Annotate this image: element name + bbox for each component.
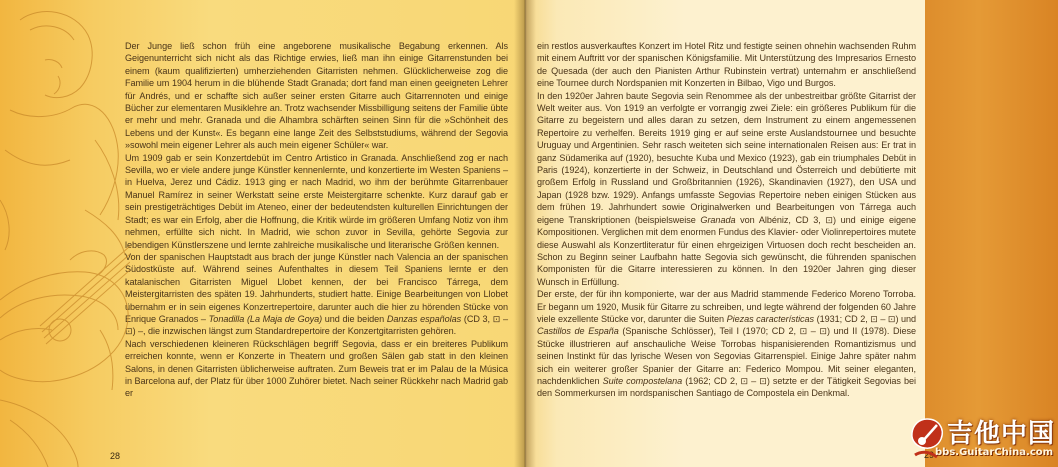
paragraph: Um 1909 gab er sein Konzertdebüt im Centro Artistico in Granada. Anschließend zog er nach Sevilla, wo er viele andere junge Künstler kennenlernte, und konzertierte im Westen Spaniens – in Huelva, Jerez und Cádiz. 1913 ging er nach Madrid, wo ihm der berühmte Gitarrenbauer Manuel Ramírez in seiner Werkstatt seine erste Meistergitarre schenkte. Kurz darauf gab er sein prestigeträchtiges Debüt im Ateneo, einer der bedeutendsten kulturellen Einrichtungen der Stadt; es war ein Erfolg, aber die Hoffnung, die Kritik würde im größeren Umfang Notiz von ihm nehmen, erfüllte sich nicht. In Madrid, wie schon zuvor in Sevilla, gehörte Segovia zur lebendigen Künstlerszene und lernte zahlreiche musikalische und literarische Größen kennen. (125, 152, 508, 250)
right-body-text (537, 40, 916, 400)
book-gutter (514, 0, 536, 467)
italic-title: Piezas características (726, 313, 815, 324)
page-number-left: 28 (110, 451, 121, 461)
paragraph: Der erste, der für ihn komponierte, war der aus Madrid stammende Federico Moreno Torroba. Er begann um 1920, Musik für Gitarre zu schreiben, und legte während der folgenden 60 Jahre viele exzellente Stücke vor, darunter die Suiten Piezas características (1931; CD 2, ⊡ – ⊡) und Castillos de España (Spanische Schlösser), Teil I (1970; CD 2, ⊡ – ⊡) und II (1978). Diese Stücke illustrieren auf anschauliche Weise Torrobas hispanisierenden Romantizismus und seinen Instinkt für das lyrische Wesen von Segovias Gitarrenspiel. Einige Jahre später nahm sich ein weiterer großer Spanier der Gitarre an: Federico Mompou. Mit seiner eleganten, nachdenklichen Suite compostelana (1962; CD 2, ⊡ – ⊡) setzte er der Tätigkeit Segovias bei den Sommerkursen im nordspanischen Santiago de Compostela ein Denkmal. (537, 289, 917, 399)
italic-title: Granada (700, 214, 736, 225)
page-number-right: 29 (924, 450, 935, 460)
guitarist-illustration (0, 0, 130, 467)
left-body-text (125, 40, 508, 400)
watermark-logo (905, 413, 1055, 465)
paragraph: Nach verschiedenen kleineren Rückschlägen begriff Segovia, dass er ein breiteres Publikum erreichen konnte, wenn er Konzerte in Theatern und großen Sälen gab statt in den kleinen Salons, in denen Gitarristen üblicherweise auftraten. Zum Beweis trat er im Palau de la Música in Barcelona auf, der Platz für über 1000 Zuhörer bietet. Nach seiner Rückkehr nach Madrid gab er (125, 338, 508, 399)
italic-title: Suite compostelana (602, 375, 683, 386)
paragraph: In den 1920er Jahren baute Segovia sein Renommee als der unbestreitbar größte Gitarrist der Welt weiter aus. Von 1919 an verfolgte er vorrangig zwei Ziele: ein größeres Publikum für die Gitarre zu begeistern und alles daran zu setzen, dem Instrument zu einem angemessenen Repertoire zu verhelfen. Bereits 1919 ging er auf seine erste Auslandstournee und besuchte Uruguay und Argentinien. Sehr rasch weiteten sich seine internationalen Reisen aus: Er trat in ganz Südamerika auf (1920), besuchte Kuba und Mexico (1923), gab ein triumphales Debüt in Paris (1924), konzertierte in der Schweiz, in Deutschland und Österreich und debütierte mit großem Erfolg in Russland und Großbritannien (1926), Skandinavien (1927), den USA und Japan (1928 bzw. 1929). Anfangs umfasste Segovias Repertoire neben einigen Stücken aus dem frühen 19. Jahrhundert sowie Originalwerken und Bearbeitungen von Tárrega auch eigene Transkriptionen (beispielsweise Granada von Albéniz, CD 3, ⊡) und einige eigene Kompositionen. Verglichen mit dem enormen Fundus des Klavier- oder Violinrepertoires mutete diese Auswahl als Konzertliteratur für einen ehrgeizigen Virtuosen doch recht bescheiden an. Schon zu Beginn seiner Laufbahn hatte Segovia sich gewünscht, die führenden spanischen Komponisten für die Gitarre interessieren zu können. In den 1920er Jahren ging dieser Wunsch in Erfüllung. (537, 90, 917, 287)
left-page (0, 0, 525, 467)
italic-title: Danzas españolas (386, 313, 462, 324)
paragraph: Der Junge ließ schon früh eine angeborene musikalische Begabung erkennen. Als Geigenunterricht sich nicht als das Richtige erwies, ließ man ihn einige Gitarrenstunden bei einem (kaum qualifizierten) umherziehenden Gitarristen nehmen. Glücklicherweise zog die Familie um 1904 herum in die blühende Stadt Granada; dort fand man einen geeigneten Lehrer für Andrés, und er schaffte sich außer seiner ersten Gitarre auch Gitarrennoten und einige Bücher zur elementaren Musiklehre an. Trotz wachsender Missbilligung seitens der Familie übte er mehr und mehr. Granada und die Alhambra schärften seinen Sinn für die »Schönheit des Lebens und der Kunst«. Es begann eine lange Zeit des Selbststudiums, während der Segovia »sowohl mein eigener Lehrer als auch mein eigener Schüler« war. (125, 41, 508, 151)
italic-title: Castillos de España (537, 326, 619, 337)
italic-title: Tonadilla (La Maja de Goya) (208, 313, 323, 324)
paragraph: Von der spanischen Hauptstadt aus brach der junge Künstler nach Valencia an der spanischen Südostküste auf. Während seines Aufenthaltes in diesem Teil Spaniens lernte er den katalanischen Gitarristen Miguel Llobet kennen, der bei Francisco Tárrega, dem Meistergitarristen des späten 19. Jahrhunderts, studiert hatte. Einige Bearbeitungen von Llobet übernahm er in sein eigenes Konzertrepertoire, darunter auch die hier zu hörenden Stücke von Enrique Granados – Tonadilla (La Maja de Goya) und die beiden Danzas españolas (CD 3, ⊡ – ⊡) –, die inzwischen längst zum Standardrepertoire der Konzertgitarristen gehören. (125, 251, 508, 337)
paragraph: ein restlos ausverkauftes Konzert im Hotel Ritz und festigte seinen ohnehin wachsenden Ruhm mit einem Auftritt vor der spanischen Königsfamilie. Mit Unterstützung des Impresarios Ernesto de Quesada (der auch den Pianisten Arthur Rubinstein vertrat) unternahm er anschließend eine Tournee durch Nordspanien mit Konzerten in Bilbao, Vigo und Burgos. (537, 41, 916, 89)
watermark-url: bbs.GuitarChina.com (935, 447, 1054, 458)
right-color-band (925, 0, 1058, 467)
watermark-name: 吉他中国 (947, 419, 1056, 449)
